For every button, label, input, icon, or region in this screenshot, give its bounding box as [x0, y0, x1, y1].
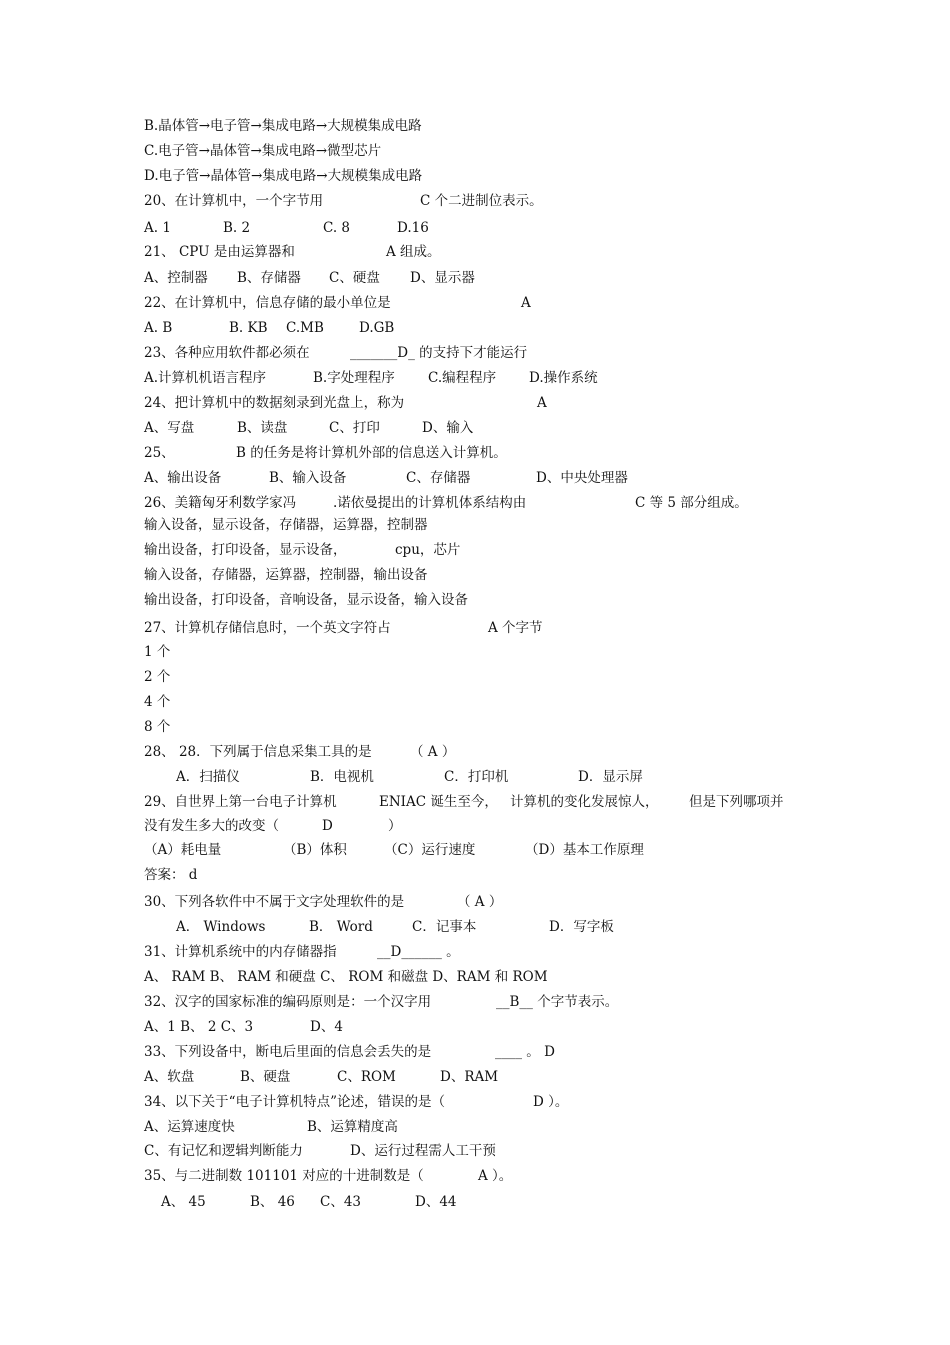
text-segment: D．显示屏 — [578, 769, 643, 785]
text-segment: 但是下列哪项并 — [689, 794, 784, 810]
text-segment: 34、以下关于“电子计算机特点”论述，错误的是（ — [144, 1094, 445, 1110]
text-segment: A — [537, 395, 547, 411]
text-segment: 25、 — [144, 445, 175, 461]
text-segment: A、输出设备 — [144, 470, 222, 486]
text-segment: A、写盘 — [144, 420, 195, 436]
text-segment: A、运算速度快 — [144, 1119, 235, 1135]
text-segment: B 的任务是将计算机外部的信息送入计算机。 — [236, 445, 507, 461]
text-segment: C.电子管→晶体管→集成电路→微型芯片 — [144, 143, 382, 159]
text-segment: C.MB — [286, 320, 324, 336]
text-segment: 20、在计算机中，一个字节用 — [144, 193, 324, 209]
text-segment: D.操作系统 — [529, 370, 598, 386]
text-segment: D — [322, 818, 333, 834]
text-segment: D.GB — [359, 320, 395, 336]
text-segment: 28、 28．下列属于信息采集工具的是 — [144, 744, 372, 760]
text-segment: D、输入 — [422, 420, 474, 436]
text-segment: D.16 — [397, 220, 429, 236]
text-segment: C、打印 — [329, 420, 380, 436]
text-segment: 1 个 — [144, 644, 171, 660]
text-segment: C、43 — [320, 1194, 362, 1210]
text-segment: B.字处理程序 — [313, 370, 395, 386]
text-segment: 29、自世界上第一台电子计算机 — [144, 794, 337, 810]
text-segment: 输出设备，打印设备，音响设备，显示设备，输入设备 — [144, 592, 468, 608]
text-segment: B、硬盘 — [240, 1069, 291, 1085]
text-segment: C、硬盘 — [329, 270, 380, 286]
text-segment: A．扫描仪 — [176, 769, 240, 785]
text-segment: （B）体积 — [283, 842, 347, 858]
text-segment: B.晶体管→电子管→集成电路→大规模集成电路 — [144, 118, 422, 134]
text-segment: A． Windows — [176, 919, 266, 935]
text-segment: B． Word — [309, 919, 373, 935]
text-segment: C 等 5 部分组成。 — [635, 495, 748, 511]
text-segment: C.编程程序 — [428, 370, 497, 386]
text-segment: D.电子管→晶体管→集成电路→大规模集成电路 — [144, 168, 423, 184]
text-segment: B、 46 — [250, 1194, 295, 1210]
text-segment: A、1 B、 2 C、3 — [144, 1019, 254, 1035]
text-segment: 8 个 — [144, 719, 171, 735]
text-segment: __D______ 。 — [377, 944, 460, 960]
text-segment: B、输入设备 — [269, 470, 347, 486]
text-segment: 35、与二进制数 101101 对应的十进制数是（ — [144, 1168, 424, 1184]
text-segment: C. 8 — [323, 220, 351, 236]
text-segment: 23、各种应用软件都必须在 — [144, 345, 310, 361]
text-segment: A、 45 — [161, 1194, 206, 1210]
text-segment: D、显示器 — [410, 270, 475, 286]
text-segment: D、中央处理器 — [536, 470, 628, 486]
text-segment: 输入设备，存储器，运算器，控制器，输出设备 — [144, 567, 428, 583]
text-segment: 计算机的变化发展惊人， — [510, 794, 659, 810]
text-segment: D、4 — [310, 1019, 343, 1035]
text-segment: A、 RAM B、 RAM 和硬盘 C、 ROM 和磁盘 D、RAM 和 ROM — [144, 969, 548, 985]
text-segment: A 组成。 — [386, 244, 441, 260]
text-segment: D、44 — [415, 1194, 457, 1210]
text-segment: 30、下列各软件中不属于文字处理软件的是 — [144, 894, 405, 910]
text-segment: ____ 。 D — [495, 1044, 555, 1060]
text-segment: B、运算精度高 — [307, 1119, 398, 1135]
text-segment: C．打印机 — [444, 769, 509, 785]
text-segment: A.计算机机语言程序 — [144, 370, 267, 386]
text-segment: 没有发生多大的改变（ — [144, 818, 279, 834]
text-segment: B、存储器 — [237, 270, 301, 286]
text-segment: A、控制器 — [144, 270, 208, 286]
text-segment: A — [521, 295, 531, 311]
text-segment: _______D_ 的支持下才能运行 — [350, 345, 528, 361]
text-segment: D、运行过程需人工干预 — [350, 1143, 496, 1159]
text-segment: A. 1 — [144, 220, 171, 236]
text-segment: （C）运行速度 — [384, 842, 476, 858]
text-segment: （A）耗电量 — [144, 842, 222, 858]
text-segment: B. 2 — [223, 220, 251, 236]
text-segment: .诺依曼提出的计算机体系结构由 — [333, 495, 527, 511]
text-segment: 26、美籍匈牙利数学家冯 — [144, 495, 297, 511]
text-segment: （D）基本工作原理 — [525, 842, 644, 858]
text-segment: （ A ） — [410, 744, 456, 760]
text-segment: C、ROM — [337, 1069, 396, 1085]
text-segment: （ A ） — [457, 894, 503, 910]
text-segment: A. B — [144, 320, 173, 336]
text-segment: A、软盘 — [144, 1069, 195, 1085]
text-segment: D、RAM — [440, 1069, 499, 1085]
text-segment: C 个二进制位表示。 — [420, 193, 543, 209]
text-segment: 4 个 — [144, 694, 171, 710]
text-segment: D．写字板 — [549, 919, 614, 935]
text-segment: D ）。 — [533, 1094, 569, 1110]
text-segment: A ）。 — [478, 1168, 513, 1184]
text-segment: C、存储器 — [406, 470, 471, 486]
text-segment: 27、计算机存储信息时，一个英文字符占 — [144, 620, 391, 636]
text-segment: 输出设备，打印设备，显示设备， — [144, 542, 347, 558]
text-segment: cpu，芯片 — [395, 542, 461, 558]
text-segment: 2 个 — [144, 669, 171, 685]
text-segment: B. KB — [229, 320, 268, 336]
text-segment: __B__ 个字节表示。 — [496, 994, 619, 1010]
text-segment: 31、计算机系统中的内存储器指 — [144, 944, 337, 960]
text-segment: 32、汉字的国家标准的编码原则是：一个汉字用 — [144, 994, 432, 1010]
text-segment: ENIAC 诞生至今， — [379, 794, 498, 810]
text-segment: B．电视机 — [310, 769, 374, 785]
text-segment: C．记事本 — [412, 919, 477, 935]
text-segment: 输入设备，显示设备，存储器，运算器，控制器 — [144, 517, 428, 533]
text-segment: 24、把计算机中的数据刻录到光盘上，称为 — [144, 395, 405, 411]
text-segment: 答案： d — [144, 867, 198, 883]
text-segment: ） — [388, 818, 402, 834]
text-segment: B、读盘 — [237, 420, 288, 436]
text-segment: 22、在计算机中，信息存储的最小单位是 — [144, 295, 391, 311]
text-segment: A 个字节 — [488, 620, 543, 636]
text-segment: 33、下列设备中，断电后里面的信息会丢失的是 — [144, 1044, 432, 1060]
text-segment: 21、 CPU 是由运算器和 — [144, 244, 295, 260]
text-segment: C、有记忆和逻辑判断能力 — [144, 1143, 303, 1159]
